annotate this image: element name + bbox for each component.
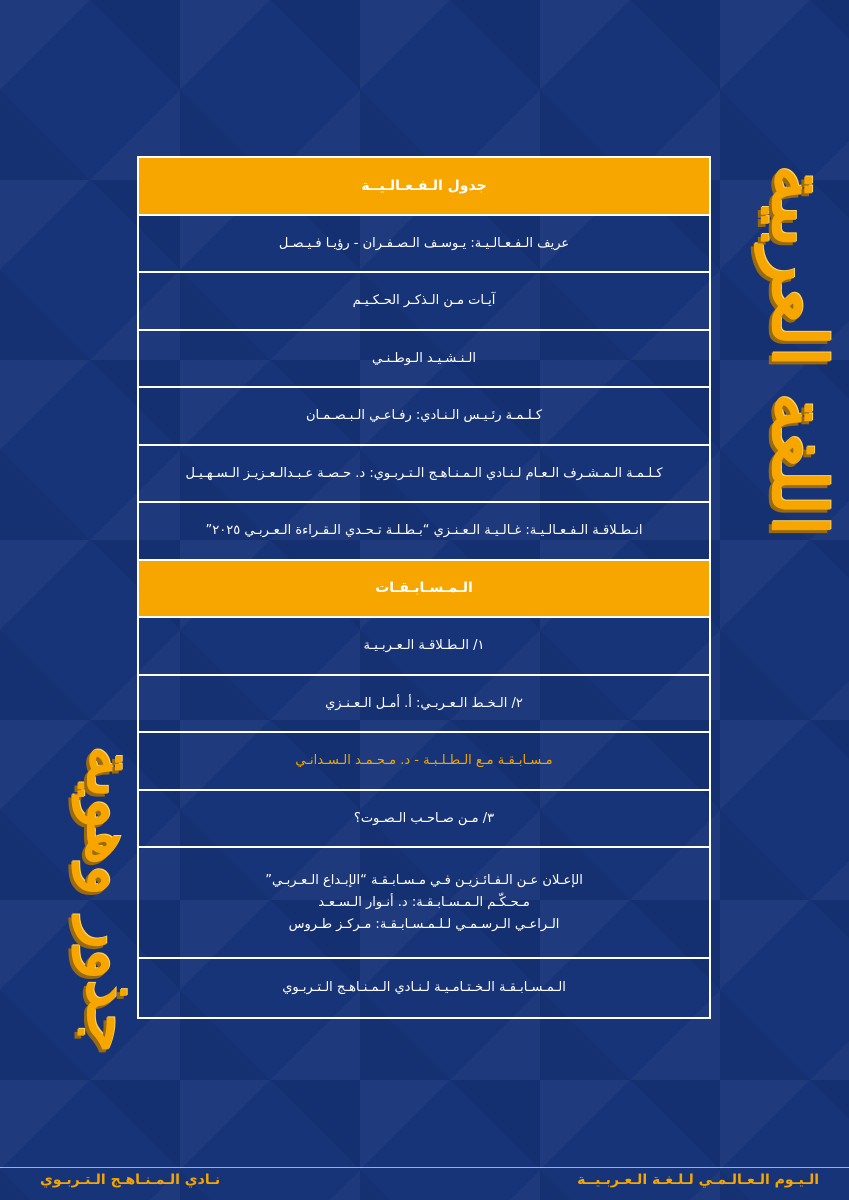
competition-judge: مـحـكّـم الـمـسـابـقـة: د. أنـوار الـسـعـد <box>318 894 530 910</box>
schedule-row-president-speech: كـلـمـة رئـيـس الـنـادي: رفـاعـي الـبـصـمـان <box>139 388 709 446</box>
schedule-row-supervisor-speech: كـلـمـة الـمـشـرف الـعـام لـنـادي الـمـنـاهـج الـتـربـوي: د. حـصـة عـبـدالـعـزيـز الـسـهـيـل <box>139 446 709 504</box>
competition-row-closing: الـمـسـابـقـة الـخـتـامـيـة لـنـادي الـمـنـاهـج الـتـربـوي <box>282 980 566 996</box>
schedule-row-anthem: الـنـشـيـد الـوطـنـي <box>139 331 709 389</box>
footer-divider <box>0 1167 849 1168</box>
footer-occasion: الـيـوم الـعـالـمـي لـلـغـة الـعـربـيــة <box>577 1172 819 1188</box>
roots-identity-title: جذور وهوية <box>72 746 147 1054</box>
footer-club: نـادي الـمـنـاهـج الـتـربـوي <box>40 1172 221 1188</box>
winners-announcement: الإعـلان عـن الـفـائـزيـن فـي مـسـابـقـة “الإبـداع الـعـربـي” <box>265 872 583 888</box>
schedule-row-host: عريف الـفـعـالـيـة: يـوسـف الـصـفـران - رؤيـا فـيـصـل <box>139 216 709 274</box>
competition-row-winners <box>139 848 709 959</box>
competition-row-students: مـسـابـقـة مـع الـطـلـبـة - د. مـحـمـد الـسـدانـي <box>139 733 709 791</box>
competition-row-voice: ٣/ مـن صـاحـب الـصـوت؟ <box>139 791 709 849</box>
competition-row-fluency: ١/ الـطـلاقـة الـعـربـيـة <box>139 618 709 676</box>
competition-sponsor: الـراعـي الـرسـمـي لـلـمـسـابـقـة: مـركـز طـروس <box>288 916 560 932</box>
arabic-language-title: اللغة العربية <box>755 164 841 536</box>
schedule-row-quran: آيـات مـن الـذكـر الحـكـيـم <box>139 273 709 331</box>
competitions-header: الـمـسـابـقـات <box>139 561 709 619</box>
schedule-row-launch: انـطـلاقـة الـفـعـالـيـة: غـالـيـة الـعـنـزي “بـطـلـة تـحـدي الـقـراءة الـعـربـي ٢٠٢٥” <box>139 503 709 561</box>
competition-row-calligraphy: ٢/ الـخـط الـعـربـي: أ. أمـل الـعـنـزي <box>139 676 709 734</box>
schedule-header: جدول الـفـعـالـيــة <box>139 158 709 216</box>
event-schedule-table <box>137 156 711 1019</box>
